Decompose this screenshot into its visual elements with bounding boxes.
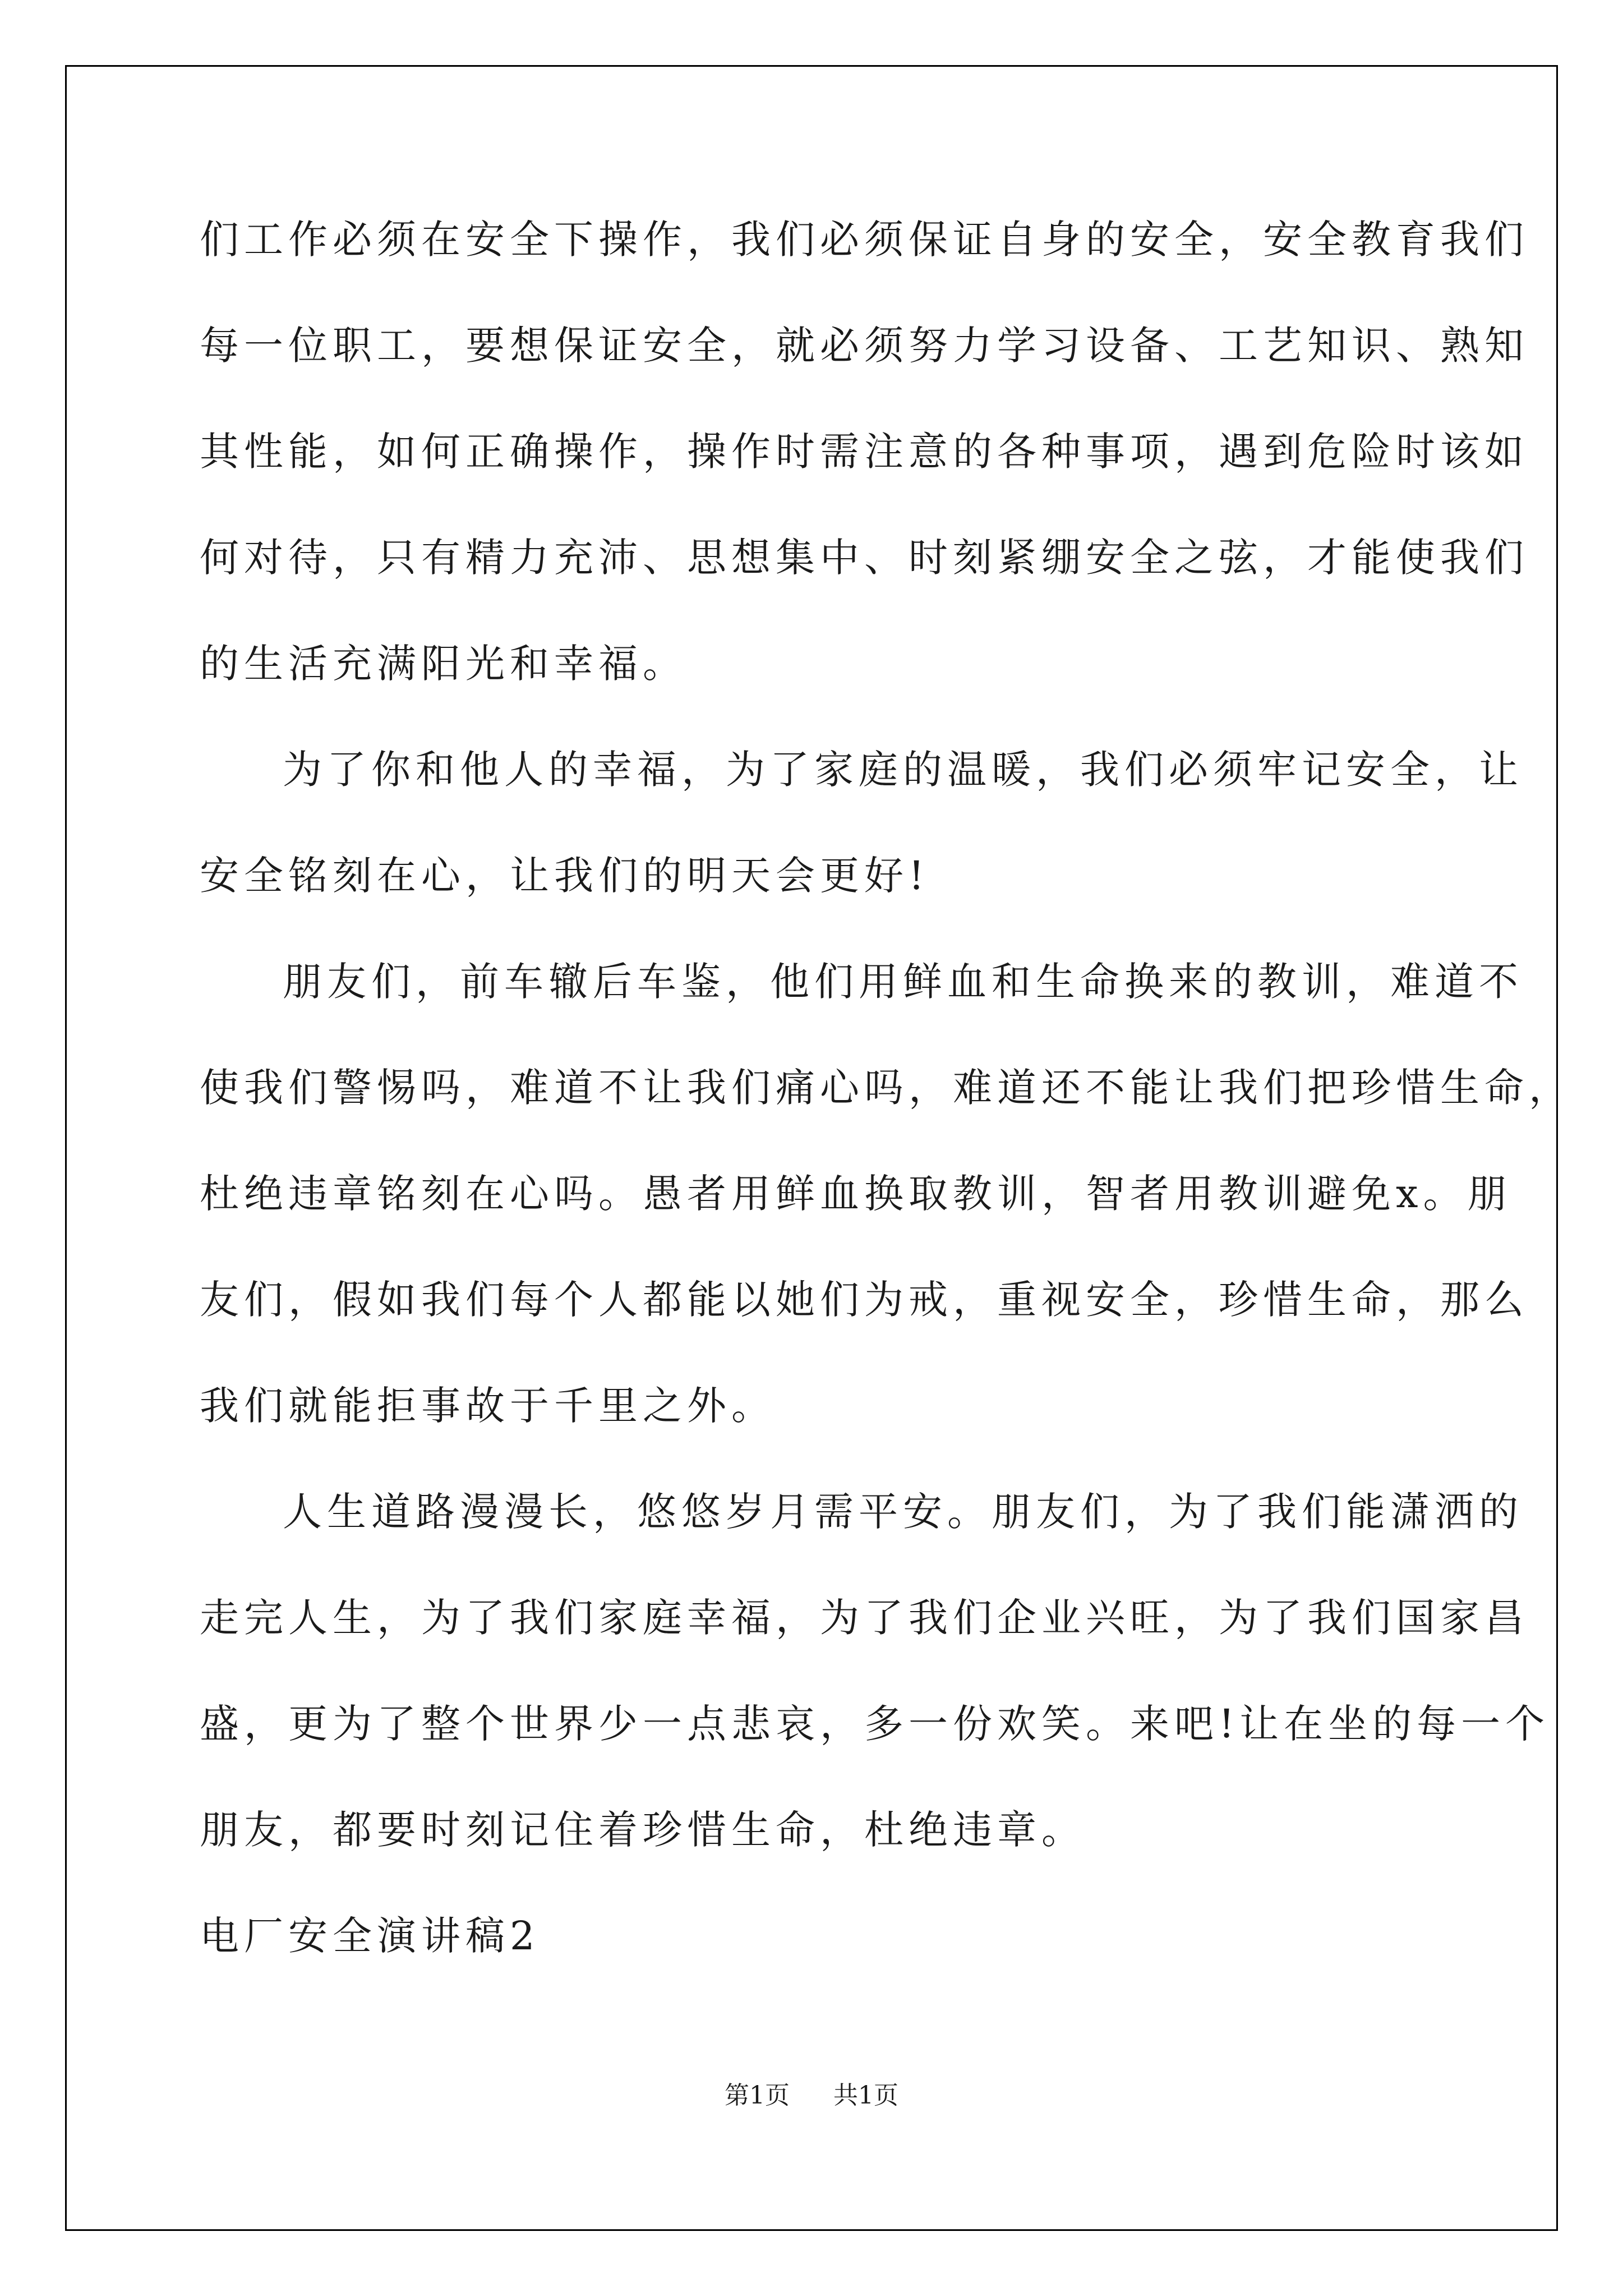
text-line: 使我们警惕吗，难道不让我们痛心吗，难道还不能让我们把珍惜生命，: [200, 1065, 1573, 1111]
text-line: 安全铭刻在心，让我们的明天会更好!: [200, 853, 930, 899]
text-line: 朋友，都要时刻记住着珍惜生命，杜绝违章。: [200, 1807, 1086, 1853]
text-line: 我们就能拒事故于千里之外。: [200, 1383, 776, 1429]
paragraph-start-line: 人生道路漫漫长，悠悠岁月需平安。朋友们，为了我们能潇洒的: [283, 1489, 1523, 1535]
paragraph-start-line: 为了你和他人的幸福，为了家庭的温暖，我们必须牢记安全，让: [283, 747, 1523, 793]
text-line: 友们，假如我们每个人都能以她们为戒，重视安全，珍惜生命，那么: [200, 1277, 1529, 1323]
page-number-total: 共1页: [833, 2081, 898, 2110]
text-line: 其性能，如何正确操作，操作时需注意的各种事项，遇到危险时该如: [200, 429, 1529, 475]
text-line: 走完人生，为了我们家庭幸福，为了我们企业兴旺，为了我们国家昌: [200, 1595, 1529, 1641]
page-number-current: 第1页: [725, 2081, 790, 2110]
text-line: 的生活充满阳光和幸福。: [200, 641, 687, 687]
text-line: 盛，更为了整个世界少一点悲哀，多一份欢笑。来吧!让在坐的每一个: [200, 1701, 1550, 1747]
text-line: 杜绝违章铭刻在心吗。愚者用鲜血换取教训，智者用教训避免x。朋: [200, 1171, 1512, 1217]
text-line: 们工作必须在安全下操作，我们必须保证自身的安全，安全教育我们: [200, 217, 1529, 263]
text-line: 每一位职工，要想保证安全，就必须努力学习设备、工艺知识、熟知: [200, 323, 1529, 369]
section-heading: 电厂安全演讲稿2: [200, 1913, 540, 1959]
page-footer: [0, 2079, 1623, 2113]
document-body: [200, 213, 1573, 1962]
paragraph-start-line: 朋友们，前车辙后车鉴，他们用鲜血和生命换来的教训，难道不: [283, 959, 1523, 1005]
text-line: 何对待，只有精力充沛、思想集中、时刻紧绷安全之弦，才能使我们: [200, 535, 1529, 581]
